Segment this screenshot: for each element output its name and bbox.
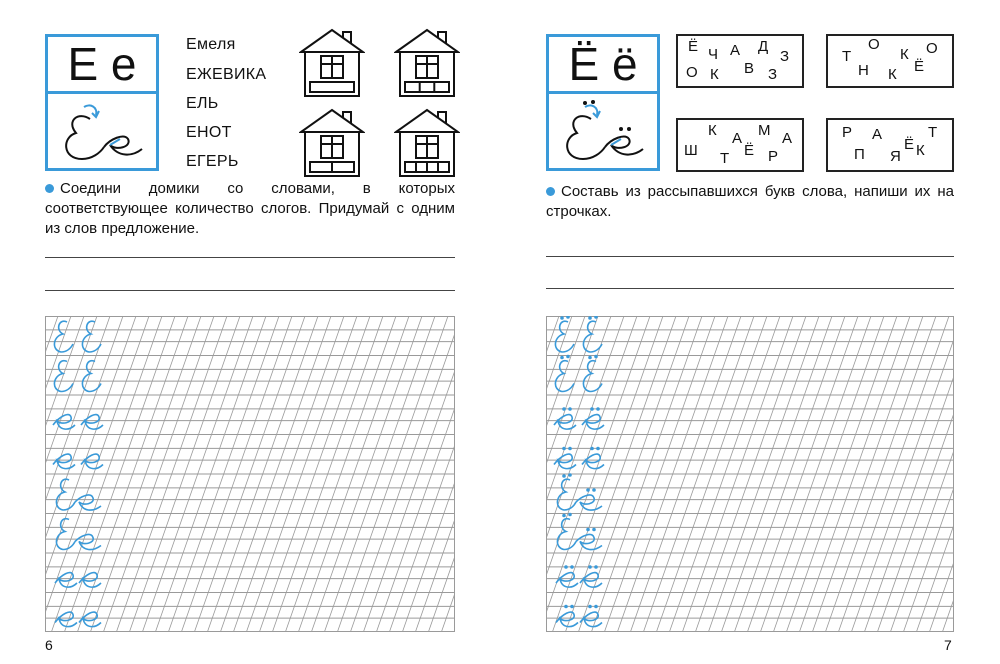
- letter-box-yo: [546, 34, 660, 171]
- answer-line: [45, 290, 455, 291]
- cursive-letter-yo: [549, 99, 657, 168]
- word-1: Емеля: [186, 36, 236, 53]
- bullet-icon: [45, 184, 54, 193]
- letter-tile: В: [744, 60, 755, 77]
- letter-tile: Ч: [708, 46, 718, 63]
- letter-tile: Я: [890, 148, 901, 165]
- page-number-left: 6: [45, 637, 53, 653]
- word-3: ЕЛЬ: [186, 95, 219, 112]
- letter-tile: О: [926, 40, 938, 57]
- letter-tile: А: [782, 130, 793, 147]
- letter-tile: З: [780, 48, 790, 65]
- task-left: [45, 179, 455, 239]
- letter-tile: Т: [928, 124, 938, 141]
- letter-tile: К: [916, 142, 925, 159]
- letter-tile: Ё: [688, 38, 699, 55]
- house-icon: [299, 106, 365, 178]
- letter-tile: П: [854, 146, 865, 163]
- letter-tile: О: [686, 64, 698, 81]
- print-letter-yo: Ё ё: [549, 37, 657, 94]
- scramble-box-2: [826, 34, 954, 88]
- letter-tile: О: [868, 36, 880, 53]
- bullet-icon: [546, 187, 555, 196]
- house-icon: [394, 106, 460, 178]
- letter-tile: Ш: [684, 142, 698, 159]
- letter-tile: К: [900, 46, 909, 63]
- letter-box-e: [45, 34, 159, 171]
- house-icon: [394, 26, 460, 98]
- letter-tile: Ё: [744, 142, 755, 159]
- task-left-text: Соедини домики со словами, в которых соответствующее количество слогов. Придумай с одним из слов предложение.: [45, 180, 455, 237]
- answer-line: [546, 256, 954, 257]
- letter-tile: Р: [842, 124, 853, 141]
- scramble-box-1: [676, 34, 804, 88]
- handwriting-grid-left: [45, 316, 455, 632]
- word-2: ЕЖЕВИКА: [186, 66, 267, 83]
- letter-tile: К: [710, 66, 719, 83]
- task-right-text: Составь из рассыпавшихся букв слова, напиши их на строчках.: [546, 183, 954, 220]
- letter-tile: К: [708, 122, 717, 139]
- page-number-right: 7: [944, 637, 952, 653]
- letter-tile: Т: [720, 150, 730, 167]
- letter-tile: Ё: [914, 58, 925, 75]
- print-letter-e: Е е: [48, 37, 156, 94]
- letter-tile: Т: [842, 48, 852, 65]
- letter-tile: Н: [858, 62, 869, 79]
- letter-tile: Д: [758, 38, 769, 55]
- task-right: [546, 182, 954, 222]
- scramble-box-4: [826, 118, 954, 172]
- cursive-letter-e: [48, 99, 156, 168]
- answer-line: [45, 257, 455, 258]
- letter-tile: З: [768, 66, 778, 83]
- house-icon: [299, 26, 365, 98]
- letter-tile: Р: [768, 148, 779, 165]
- word-5: ЕГЕРЬ: [186, 153, 239, 170]
- letter-tile: К: [888, 66, 897, 83]
- letter-tile: А: [730, 42, 741, 59]
- letter-tile: А: [732, 130, 743, 147]
- letter-tile: М: [758, 122, 771, 139]
- letter-tile: А: [872, 126, 883, 143]
- scramble-box-3: [676, 118, 804, 172]
- handwriting-grid-right: [546, 316, 954, 632]
- letter-tile: Ё: [904, 136, 915, 153]
- answer-line: [546, 288, 954, 289]
- word-4: ЕНОТ: [186, 124, 232, 141]
